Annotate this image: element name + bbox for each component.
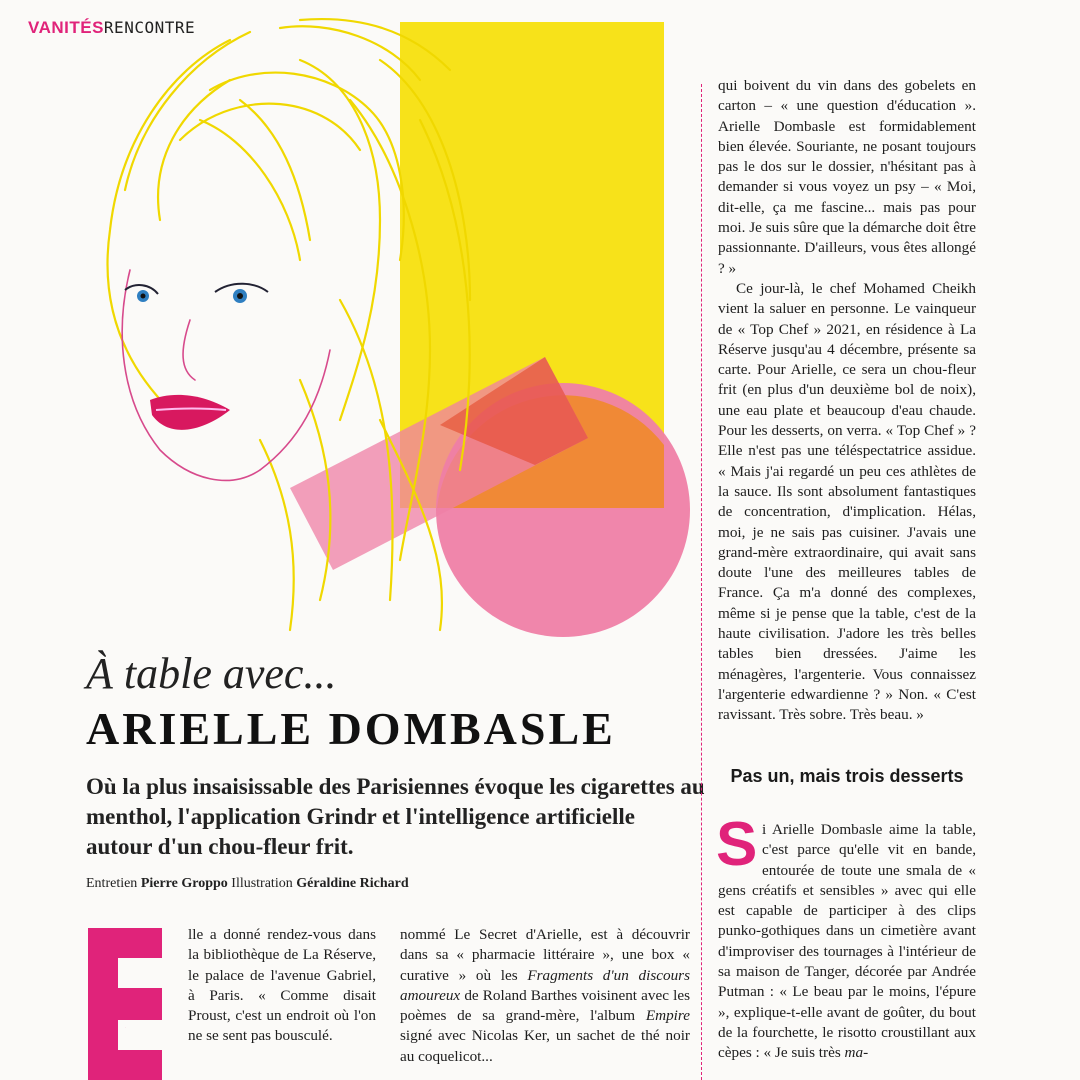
paragraph: lle a donné rendez-vous dans la bibliothèque de La Réserve, le palace de l'avenue Gabriel, à Paris. « Comme disait Proust, c'est un endroit où l'on ne se sent pas bousculé.	[188, 926, 376, 1045]
body-column-3	[718, 76, 976, 726]
face-lines	[122, 270, 330, 480]
article-kicker: À table avec...	[86, 649, 337, 698]
article-standfirst: Où la plus insaisissable des Parisiennes évoque les cigarettes au menthol, l'application Grindr et l'intelligence artificielle autour d'un chou-fleur frit.	[86, 774, 705, 859]
paragraph: qui boivent du vin dans des gobelets en carton – « une question d'éducation ». Arielle Dombasle est formidablement bien élevée. Souriante, ne posant toujours pas le dos sur le dossier, n'hésitant pas à demander si vous voyez un psy – « Moi, dit-elle, ça me fascine... mais pas pour moi. Je suis sûre que la démarche doit être passionnante. D'ailleurs, vous êtes allongé ? »	[718, 77, 976, 277]
dropcap-e	[88, 928, 162, 1080]
section-name: VANITÉS	[28, 18, 104, 37]
interview-label: Entretien	[86, 876, 138, 891]
illustrator-name: Géraldine Richard	[296, 876, 409, 891]
dropcap-s: S	[716, 810, 758, 879]
paragraph: Ce jour-là, le chef Mohamed Cheikh vient la saluer en personne. Le vainqueur de « Top Chef » 2021, en résidence à La Réserve jusqu'au 4 décembre, présente sa carte. Pour Arielle, ce sera un chou-fleur frit (en plus d'un deuxième bol de noix), une eau plate et beaucoup d'eau chaude. Pour les desserts, on verra. « Top Chef » ? Elle n'est pas une téléspectatrice assidue. « Mais j'ai regardé un peu ces athlètes de la sauce. Ils sont absolument fantastiques de concentration, d'implication. Hélas, moi, je ne sais pas cuisiner. J'avais une grand-mère extraordinaire, qui avait sans doute l'une des meilleures tables de France. Ça m'a donné des complexes, même si je pense que la table, c'est de la haute civilisation. J'adore les très belles tables bien dressées. J'aime les ménagères, l'argenterie. Vous connaissez l'argenterie edwardienne ? » Non. « C'est ravissant. Très sobre. Très beau. »	[718, 279, 976, 724]
portrait-illustration	[0, 0, 700, 640]
paragraph: nommé Le Secret d'Arielle, est à découvrir dans sa « pharmacie littéraire », une box « curative » où les Fragments d'un discours amoureux de Roland Barthes voisinent avec les poèmes de sa grand-mère, l'album Empire signé avec Nicolas Ker, un sachet de thé noir au coquelicot...	[400, 926, 690, 1065]
article-title: ARIELLE DOMBASLE	[86, 703, 616, 754]
paragraph: i Arielle Dombasle aime la table, c'est parce qu'elle vit en bande, entourée de toute une smala de « gens créatifs et sensibles » avec qui elle est capable de participer à des clips punko-gothiques dans un cimetière avant d'improviser des tournages à l'intérieur de sa maison de Tanger, décorée par Andrée Putman : « Le beau par le moins, l'épure », explique-t-elle avant de goûter, du bout de la fourchette, le risotto croustillant aux cèpes : « Je suis très ma-	[718, 821, 976, 1062]
article-credits	[86, 876, 409, 892]
body-column-2	[400, 925, 690, 1067]
rubric-name: RENCONTRE	[103, 18, 196, 37]
svg-text:E: E	[125, 1028, 126, 1029]
body-column-1	[188, 925, 376, 1047]
section-subhead: Pas un, mais trois desserts	[730, 766, 964, 786]
lips	[150, 395, 230, 430]
column-rule	[701, 84, 702, 1080]
illustration-label: Illustration	[231, 876, 293, 891]
interviewer-name: Pierre Groppo	[140, 876, 228, 891]
